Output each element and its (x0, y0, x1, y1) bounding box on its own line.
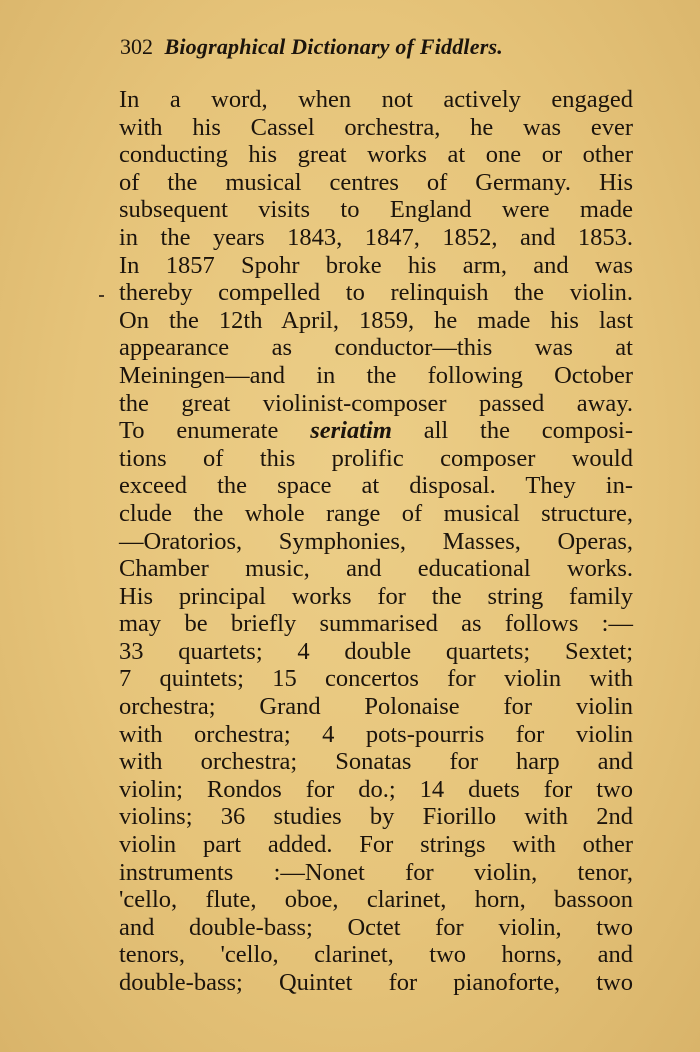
text-line (119, 721, 633, 749)
text-segment: subsequent visits to England were made (119, 196, 633, 224)
text-line (119, 803, 633, 831)
text-segment: seriatim (310, 417, 392, 445)
text-segment: violin part added. For strings with other (119, 831, 633, 859)
text-line (119, 969, 633, 997)
text-segment: the great violinist-composer passed away. (119, 389, 633, 417)
text-line (119, 693, 633, 721)
text-line (119, 86, 633, 114)
text-line (119, 886, 633, 914)
text-segment: of the musical centres of Germany. His (119, 168, 633, 196)
margin-mark (99, 295, 104, 297)
text-segment: 33 quartets; 4 double quartets; Sextet; (119, 637, 633, 665)
text-line (119, 279, 633, 307)
text-segment: clude the whole range of musical structure, (119, 499, 633, 527)
text-segment: His principal works for the string family (119, 582, 633, 610)
page-header (120, 32, 503, 62)
text-line (119, 417, 633, 445)
text-segment: —Oratorios, Symphonies, Masses, Operas, (119, 527, 633, 555)
text-line (119, 307, 633, 335)
text-segment: In a word, when not actively engaged (119, 86, 633, 113)
text-segment: thereby compelled to relinquish the violin. (119, 279, 633, 307)
text-segment: tenors, 'cello, clarinet, two horns, and (119, 941, 633, 969)
text-segment: with orchestra; 4 pots-pourris for violin (119, 720, 633, 748)
text-segment: 7 quintets; 15 concertos for violin with (119, 665, 633, 693)
text-segment: all the composi- (391, 417, 633, 445)
text-line (119, 610, 633, 638)
text-line (119, 831, 633, 859)
text-line (119, 748, 633, 776)
text-line (119, 941, 633, 969)
text-segment: 'cello, flute, oboe, clarinet, horn, bassoon (119, 886, 633, 914)
text-segment: exceed the space at disposal. They in- (119, 472, 633, 500)
text-segment: conducting his great works at one or other (119, 141, 633, 169)
text-line (119, 445, 633, 473)
text-segment: In 1857 Spohr broke his arm, and was (119, 251, 633, 279)
text-line (119, 665, 633, 693)
text-segment: instruments :—Nonet for violin, tenor, (119, 858, 633, 886)
text-line (119, 555, 633, 583)
text-segment: violins; 36 studies by Fiorillo with 2nd (119, 803, 633, 831)
text-segment: may be briefly summarised as follows :— (119, 610, 633, 638)
text-line (119, 196, 633, 224)
text-line (119, 500, 633, 528)
body-text (119, 86, 633, 997)
text-segment: with orchestra; Sonatas for harp and (119, 748, 633, 776)
text-line (119, 169, 633, 197)
text-segment: Chamber music, and educational works. (119, 555, 633, 583)
text-segment: tions of this prolific composer would (119, 444, 633, 472)
text-segment: and double-bass; Octet for violin, two (119, 913, 633, 941)
text-line (119, 334, 633, 362)
text-line (119, 362, 633, 390)
text-line (119, 859, 633, 887)
text-segment: double-bass; Quintet for pianoforte, two (119, 969, 633, 996)
text-segment: violin; Rondos for do.; 14 duets for two (119, 775, 633, 803)
text-line (119, 914, 633, 942)
text-line (119, 252, 633, 280)
text-line (119, 528, 633, 556)
text-segment: Meiningen—and in the following October (119, 361, 633, 389)
text-line (119, 472, 633, 500)
page-number: 302 (120, 34, 153, 59)
text-line (119, 638, 633, 666)
text-segment: appearance as conductor—this was at (119, 334, 633, 362)
text-line (119, 224, 633, 252)
text-segment: with his Cassel orchestra, he was ever (119, 113, 633, 141)
text-segment: To enumerate (119, 417, 311, 445)
text-line (119, 390, 633, 418)
running-title: Biographical Dictionary of Fiddlers. (164, 34, 503, 59)
text-segment: in the years 1843, 1847, 1852, and 1853. (119, 223, 633, 251)
text-segment: On the 12th April, 1859, he made his last (119, 306, 633, 334)
text-segment: orchestra; Grand Polonaise for violin (119, 693, 633, 721)
text-line (119, 114, 633, 142)
text-line (119, 141, 633, 169)
text-line (119, 583, 633, 611)
text-line (119, 776, 633, 804)
